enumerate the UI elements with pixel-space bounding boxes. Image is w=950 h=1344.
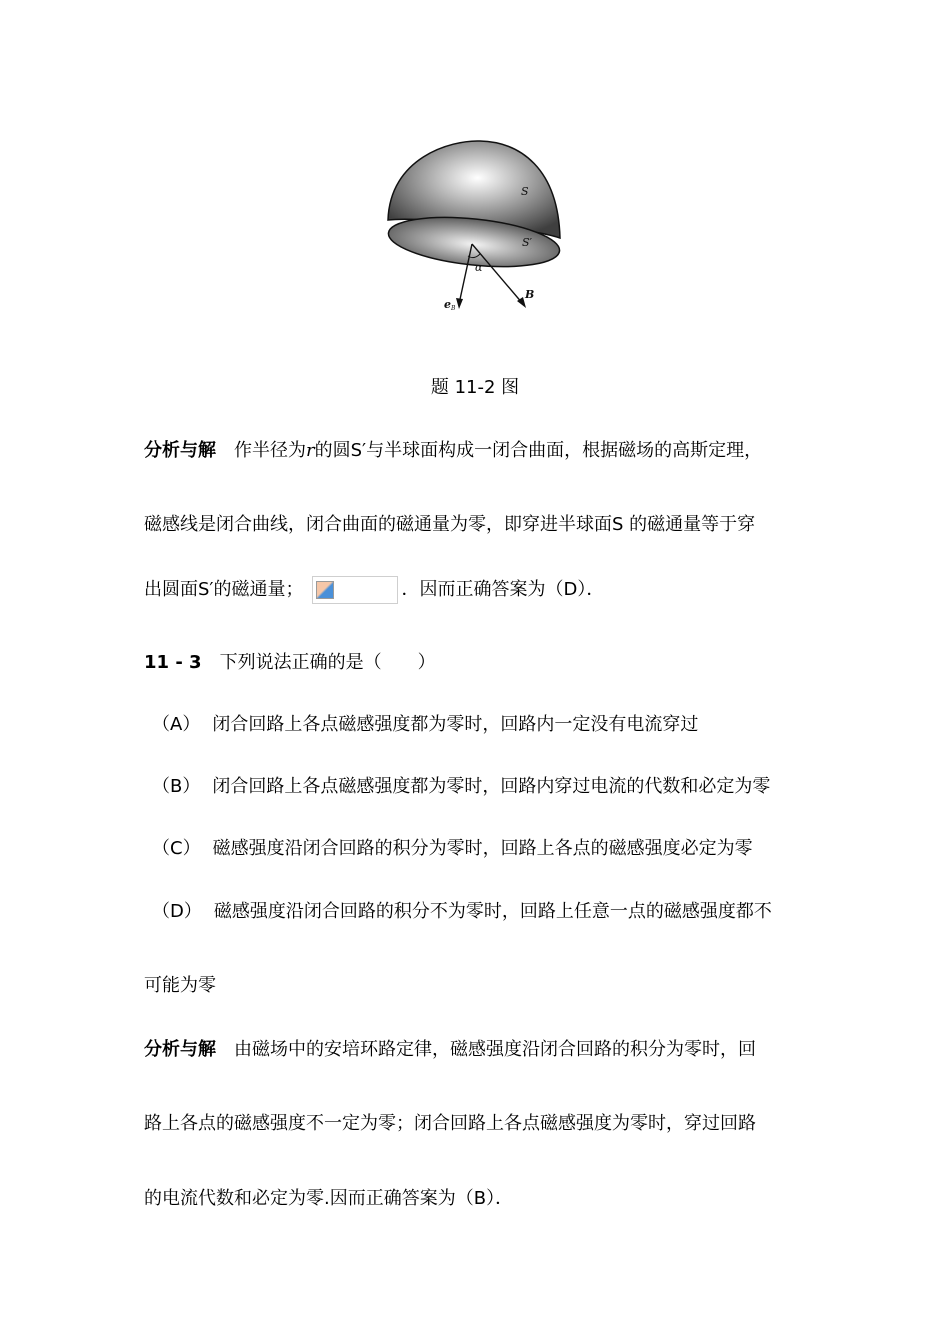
label-S: S: [521, 185, 529, 198]
figure-caption: 题 11-2 图: [430, 377, 520, 398]
question-heading: [144, 648, 436, 674]
label-eB: e: [444, 298, 451, 311]
label-eB-subscript: B: [451, 305, 456, 312]
analysis-label: 分析与解: [144, 1039, 216, 1060]
question-text: 下列说法正确的是（ ）: [219, 652, 436, 673]
option-a: （A） 闭合回路上各点磁感强度都为零时，回路内一定没有电流穿过: [152, 714, 699, 735]
option-d: （D） 磁感强度沿闭合回路的积分不为零时，回路上任意一点的磁感强度都不: [152, 901, 772, 922]
label-S-prime: S′: [522, 236, 533, 249]
label-B: B: [525, 288, 535, 301]
label-alpha: α: [475, 261, 483, 274]
analysis2-line1: 分析与解 由磁场中的安培环路定律，磁感强度沿闭合回路的积分为零时，回: [144, 1039, 756, 1060]
question-number: 11 - 3: [144, 652, 202, 673]
analysis2-line2: 路上各点的磁感强度不一定为零；闭合回路上各点磁感强度为零时，穿过回路: [144, 1113, 756, 1134]
option-b: （B） 闭合回路上各点磁感强度都为零时，回路内穿过电流的代数和必定为零: [152, 776, 771, 797]
broken-image-icon: [312, 576, 398, 604]
analysis-label: 分析与解: [144, 440, 216, 461]
analysis1-line2: 磁感线是闭合曲线，闭合曲面的磁通量为零，即穿进半球面S 的磁通量等于穿: [144, 514, 756, 535]
analysis2-line3: 的电流代数和必定为零.因而正确答案为（B）．: [144, 1188, 514, 1209]
analysis1-line1: 分析与解 作半径为r的圆S′与半球面构成一闭合曲面，根据磁场的高斯定理，: [144, 440, 763, 461]
option-d-continued: 可能为零: [144, 975, 216, 996]
option-c: （C） 磁感强度沿闭合回路的积分为零时，回路上各点的磁感强度必定为零: [152, 838, 753, 859]
analysis1-line3: 出圆面S′的磁通量； ．因而正确答案为（D）．: [144, 575, 604, 604]
hemisphere-figure: [380, 138, 570, 316]
